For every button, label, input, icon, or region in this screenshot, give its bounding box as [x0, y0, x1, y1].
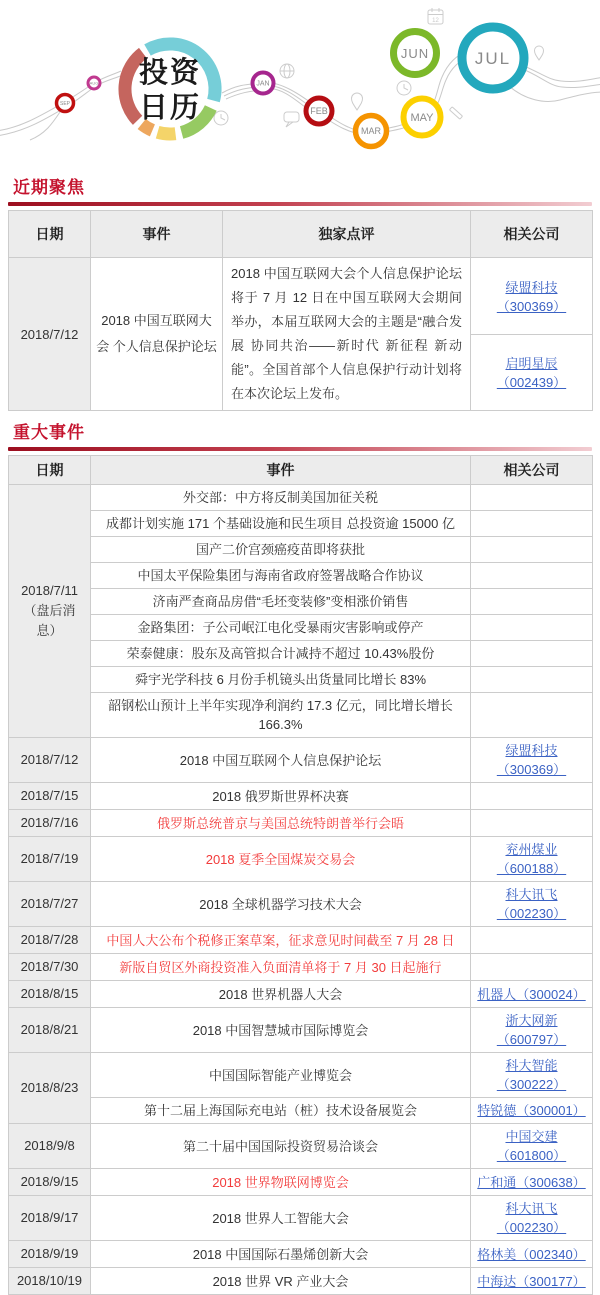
col-header-company: 相关公司 — [471, 211, 593, 258]
event-text: 2018 世界机器人大会 — [91, 981, 471, 1008]
event-row — [9, 1268, 593, 1295]
event-row — [9, 537, 593, 563]
event-date: 2018/8/21 — [9, 1008, 91, 1053]
event-row — [9, 927, 593, 954]
logo-arc — [158, 132, 176, 134]
month-label: FEB — [310, 106, 328, 116]
company-cell — [471, 615, 593, 641]
company-cell — [471, 927, 593, 954]
event-date: 2018/7/27 — [9, 882, 91, 927]
event-text: 俄罗斯总统普京与美国总统特朗普举行会晤 — [91, 810, 471, 837]
event-text: 2018 夏季全国煤炭交易会 — [91, 837, 471, 882]
event-row — [9, 485, 593, 511]
event-text: 济南严查商品房借“毛坯变装修”变相涨价销售 — [91, 589, 471, 615]
company-cell — [471, 641, 593, 667]
event-row — [9, 882, 593, 927]
event-row — [9, 1241, 593, 1268]
event-row — [9, 1169, 593, 1196]
company-cell — [471, 693, 593, 738]
events-header-row — [9, 456, 593, 485]
event-row — [9, 1124, 593, 1169]
event-row — [9, 1053, 593, 1098]
company-cell — [471, 810, 593, 837]
event-date: 2018/7/12 — [9, 738, 91, 783]
company-cell — [471, 563, 593, 589]
focus-comment: 2018 中国互联网大会个人信息保护论坛将于 7 月 12 日在中国互联网大会期间举办，本届互联网大会的主题是“融合发展 协同共治——新时代 新征程 新动能”。全国首部个人信息保护行动计划将在本次论坛上发布。 — [223, 258, 471, 411]
event-text: 国产二价宫颈癌疫苗即将获批 — [91, 537, 471, 563]
company-cell — [471, 537, 593, 563]
event-text: 中国人大公布个税修正案草案，征求意见时间截至 7 月 28 日 — [91, 927, 471, 954]
month-label: MAR — [361, 126, 381, 136]
event-text: 荣泰健康：股东及高管拟合计减持不超过 10.43%股份 — [91, 641, 471, 667]
event-date: 2018/7/28 — [9, 927, 91, 954]
company-cell — [471, 667, 593, 693]
events-table-body — [9, 485, 593, 1295]
company-cell — [471, 1196, 593, 1241]
col-header-date: 日期 — [9, 211, 91, 258]
event-date: 2018/7/30 — [9, 954, 91, 981]
logo-text-line2: 日历 — [138, 92, 202, 124]
company-link[interactable]: 绿盟科技（300369） — [496, 743, 567, 777]
event-row — [9, 783, 593, 810]
event-text: 2018 世界人工智能大会 — [91, 1196, 471, 1241]
focus-row — [9, 258, 593, 335]
event-row — [9, 511, 593, 537]
month-circle-sep — [57, 95, 74, 112]
company-link[interactable]: 格林美（002340） — [477, 1246, 586, 1262]
event-text: 2018 俄罗斯世界杯决赛 — [91, 783, 471, 810]
event-row — [9, 693, 593, 738]
company-cell — [471, 334, 593, 411]
month-circle-may — [404, 99, 441, 136]
company-link[interactable]: 机器人（300024） — [477, 986, 586, 1002]
month-circle-mar — [356, 116, 387, 147]
event-date: 2018/9/8 — [9, 1124, 91, 1169]
company-cell — [471, 882, 593, 927]
event-text: 第十二届上海国际充电站（桩）技术设备展览会 — [91, 1098, 471, 1124]
banner-graphic — [0, 0, 600, 166]
month-label: JUN — [400, 46, 430, 61]
company-link[interactable]: 绿盟科技（300369） — [496, 279, 567, 314]
focus-section — [0, 173, 600, 411]
company-cell — [471, 954, 593, 981]
calendar-icon — [428, 8, 443, 24]
company-cell — [471, 1098, 593, 1124]
focus-title: 近期聚焦 — [13, 178, 85, 197]
col-header-date: 日期 — [9, 456, 91, 485]
event-row — [9, 837, 593, 882]
event-date: 2018/8/15 — [9, 981, 91, 1008]
company-link[interactable]: 广和通（300638） — [477, 1174, 586, 1190]
company-cell — [471, 1053, 593, 1098]
events-title-bar — [8, 447, 592, 451]
logo-arc — [142, 124, 153, 130]
event-date: 2018/7/16 — [9, 810, 91, 837]
event-text: 成都计划实施 171 个基础设施和民生项目 总投资逾 15000 亿 — [91, 511, 471, 537]
banner — [0, 0, 600, 166]
month-label: JAN — [256, 80, 270, 88]
event-text: 中国国际智能产业博览会 — [91, 1053, 471, 1098]
event-row — [9, 1196, 593, 1241]
company-link[interactable]: 科大讯飞（002230） — [496, 1201, 567, 1235]
company-link[interactable]: 中国交建（601800） — [496, 1129, 567, 1163]
event-text: 金路集团：子公司岷江电化受暴雨灾害影响或停产 — [91, 615, 471, 641]
svg-text:12: 12 — [432, 18, 439, 24]
month-label: AUG — [89, 80, 99, 86]
logo-text-line1: 投资 — [138, 57, 202, 89]
focus-title-bar — [8, 202, 592, 206]
company-cell — [471, 1124, 593, 1169]
company-link[interactable]: 兖州煤业（600188） — [496, 842, 567, 876]
pencil-icon — [449, 107, 462, 119]
month-circle-aug — [88, 77, 100, 89]
company-link[interactable]: 浙大网新（600797） — [496, 1013, 567, 1047]
event-text: 第二十届中国国际投资贸易洽谈会 — [91, 1124, 471, 1169]
col-header-company: 相关公司 — [471, 456, 593, 485]
event-row — [9, 615, 593, 641]
event-date: 2018/7/15 — [9, 783, 91, 810]
company-cell — [471, 1241, 593, 1268]
company-link[interactable]: 科大讯飞（002230） — [496, 887, 567, 921]
focus-event: 2018 中国互联网大会 个人信息保护论坛 — [91, 258, 223, 411]
month-circle-feb — [306, 98, 332, 124]
company-link[interactable]: 科大智能（300222） — [496, 1058, 567, 1092]
events-table — [8, 455, 593, 1295]
event-text: 韶钢松山预计上半年实现净利润约 17.3 亿元，同比增长增长 166.3% — [91, 693, 471, 738]
company-cell — [471, 738, 593, 783]
month-label: JUL — [474, 49, 512, 68]
company-cell — [471, 589, 593, 615]
company-cell — [471, 485, 593, 511]
event-text: 2018 中国国际石墨烯创新大会 — [91, 1241, 471, 1268]
month-circle-jul — [462, 27, 524, 89]
event-date: 2018/7/19 — [9, 837, 91, 882]
globe-icon — [280, 64, 294, 78]
company-cell — [471, 1008, 593, 1053]
event-date: 2018/7/11 （盘后消息） — [9, 485, 91, 738]
company-cell — [471, 1169, 593, 1196]
event-text: 2018 中国互联网个人信息保护论坛 — [91, 738, 471, 783]
event-row — [9, 981, 593, 1008]
event-date: 2018/10/19 — [9, 1268, 91, 1295]
events-section — [0, 418, 600, 1295]
event-date: 2018/8/23 — [9, 1053, 91, 1124]
company-link[interactable]: 中海达（300177） — [477, 1273, 586, 1289]
event-text: 2018 世界 VR 产业大会 — [91, 1268, 471, 1295]
event-text: 中国太平保险集团与海南省政府签署战略合作协议 — [91, 563, 471, 589]
month-label: MAY — [410, 112, 434, 124]
company-cell — [471, 1268, 593, 1295]
event-text: 新版自贸区外商投资准入负面清单将于 7 月 30 日起施行 — [91, 954, 471, 981]
month-circle-jun — [394, 32, 437, 75]
focus-header-row — [9, 211, 593, 258]
company-cell — [471, 783, 593, 810]
event-date: 2018/9/15 — [9, 1169, 91, 1196]
events-title: 重大事件 — [13, 423, 85, 442]
focus-date: 2018/7/12 — [9, 258, 91, 411]
event-row — [9, 563, 593, 589]
company-cell — [471, 837, 593, 882]
event-row — [9, 1098, 593, 1124]
event-row — [9, 667, 593, 693]
event-row — [9, 1008, 593, 1053]
event-text: 2018 中国智慧城市国际博览会 — [91, 1008, 471, 1053]
event-text: 2018 全球机器学习技术大会 — [91, 882, 471, 927]
event-row — [9, 954, 593, 981]
event-text: 2018 世界物联网博览会 — [91, 1169, 471, 1196]
company-link[interactable]: 启明星辰（002439） — [496, 356, 567, 391]
event-text: 外交部：中方将反制美国加征关税 — [91, 485, 471, 511]
company-cell — [471, 511, 593, 537]
event-row — [9, 641, 593, 667]
month-circle-jan — [253, 73, 274, 94]
event-text: 舜宇光学科技 6 月份手机镜头出货量同比增长 83% — [91, 667, 471, 693]
col-header-event: 事件 — [91, 211, 223, 258]
event-row — [9, 810, 593, 837]
company-cell — [471, 981, 593, 1008]
event-date: 2018/9/19 — [9, 1241, 91, 1268]
event-row — [9, 589, 593, 615]
speech-bubble-icon — [284, 112, 299, 127]
col-header-comment: 独家点评 — [223, 211, 471, 258]
company-cell — [471, 258, 593, 335]
event-date: 2018/9/17 — [9, 1196, 91, 1241]
focus-table — [8, 210, 593, 411]
month-label: SEP — [59, 101, 71, 107]
event-row — [9, 738, 593, 783]
company-link[interactable]: 特锐德（300001） — [477, 1103, 586, 1118]
col-header-event: 事件 — [91, 456, 471, 485]
